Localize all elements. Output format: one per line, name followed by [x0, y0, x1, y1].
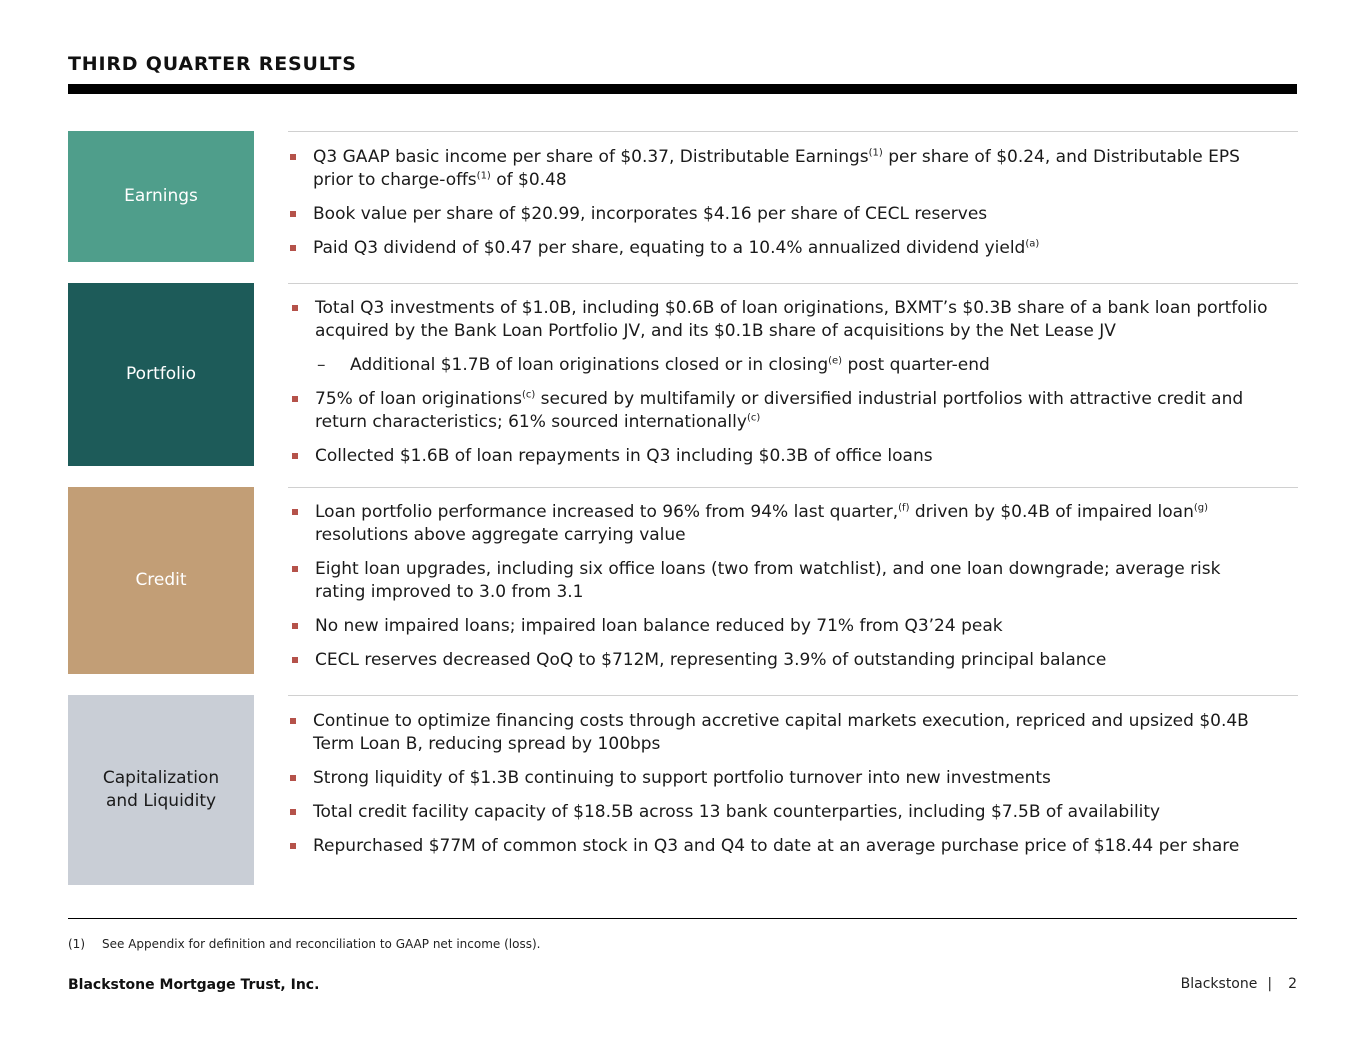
capitalization-bullet-4: Repurchased $77M of common stock in Q3 and Q4 to date at an average purchase price of $18.44 per share	[288, 835, 1273, 858]
capitalization-bullets	[288, 710, 1273, 869]
brand-footer	[1181, 976, 1297, 992]
credit-label: Credit	[135, 570, 187, 590]
footnote-number: (1)	[68, 937, 85, 951]
earnings-bullet-2: Book value per share of $20.99, incorporates $4.16 per share of CECL reserves	[288, 203, 1273, 226]
capitalization-top-divider	[288, 695, 1298, 696]
credit-bullets	[290, 501, 1275, 683]
capitalization-bullet-2: Strong liquidity of $1.3B continuing to support portfolio turnover into new investments	[288, 767, 1273, 790]
earnings-label-box	[68, 131, 254, 262]
portfolio-label-box	[68, 283, 254, 466]
capitalization-bullet-3: Total credit facility capacity of $18.5B across 13 bank counterparties, including $7.5B of availability	[288, 801, 1273, 824]
earnings-top-divider	[288, 131, 1298, 132]
footnote-text: See Appendix for definition and reconciliation to GAAP net income (loss).	[102, 937, 541, 951]
footnote-rule	[68, 918, 1297, 919]
brand-separator: |	[1267, 976, 1273, 992]
credit-bullet-4: CECL reserves decreased QoQ to $712M, representing 3.9% of outstanding principal balance	[290, 649, 1275, 672]
earnings-bullet-3: Paid Q3 dividend of $0.47 per share, equating to a 10.4% annualized dividend yield$^{(a)}$	[288, 237, 1273, 260]
portfolio-label: Portfolio	[126, 364, 196, 384]
capitalization-label-line1: Capitalization	[102, 768, 220, 788]
footnote	[68, 937, 540, 951]
portfolio-bullets	[290, 297, 1275, 479]
credit-label-box	[68, 487, 254, 674]
capitalization-label-box	[68, 695, 254, 885]
portfolio-bullet-2: 75% of loan originations$^{(c)}$ secured by multifamily or diversified industrial portfolios with attractive credit and return characteristics; 61% sourced internationally$^{(c)}$	[290, 388, 1275, 434]
page-title: THIRD QUARTER RESULTS	[68, 53, 357, 75]
portfolio-top-divider	[288, 283, 1298, 284]
earnings-label: Earnings	[124, 186, 198, 206]
company-name: Blackstone Mortgage Trust, Inc.	[68, 977, 320, 993]
credit-top-divider	[288, 487, 1298, 488]
capitalization-label-line2: and Liquidity	[105, 791, 217, 811]
portfolio-sub-bullet-1: – Additional $1.7B of loan originations closed or in closing$^{(e)}$ post quarter-end	[317, 355, 990, 375]
portfolio-bullet-1: Total Q3 investments of $1.0B, including $0.6B of loan originations, BXMT’s $0.3B share of a bank loan portfolio acquired by the Bank Loan Portfolio JV, and its $0.1B share of acquisitions by the Net Lease JV	[290, 297, 1275, 343]
brand-name: Blackstone	[1180, 976, 1258, 992]
title-rule	[68, 84, 1297, 94]
portfolio-bullet-3: Collected $1.6B of loan repayments in Q3 including $0.3B of office loans	[290, 445, 1275, 468]
credit-bullet-1: Loan portfolio performance increased to 96% from 94% last quarter,$^{(f)}$ driven by $0.4B of impaired loan$^{(g)}$ resolutions above aggregate carrying value	[290, 501, 1275, 547]
capitalization-bullet-1: Continue to optimize financing costs through accretive capital markets execution, repriced and upsized $0.4B Term Loan B, reducing spread by 100bps	[288, 710, 1273, 756]
credit-bullet-3: No new impaired loans; impaired loan balance reduced by 71% from Q3’24 peak	[290, 615, 1275, 638]
earnings-bullet-1: Q3 GAAP basic income per share of $0.37, Distributable Earnings$^{(1)}$ per share of $0.24, and Distributable EPS prior to charge-offs$^{(1)}$ of $0.48	[288, 146, 1273, 192]
page-number: 2	[1288, 976, 1297, 992]
credit-bullet-2: Eight loan upgrades, including six office loans (two from watchlist), and one loan downgrade; average risk rating improved to 3.0 from 3.1	[290, 558, 1275, 604]
earnings-bullets	[288, 146, 1273, 271]
